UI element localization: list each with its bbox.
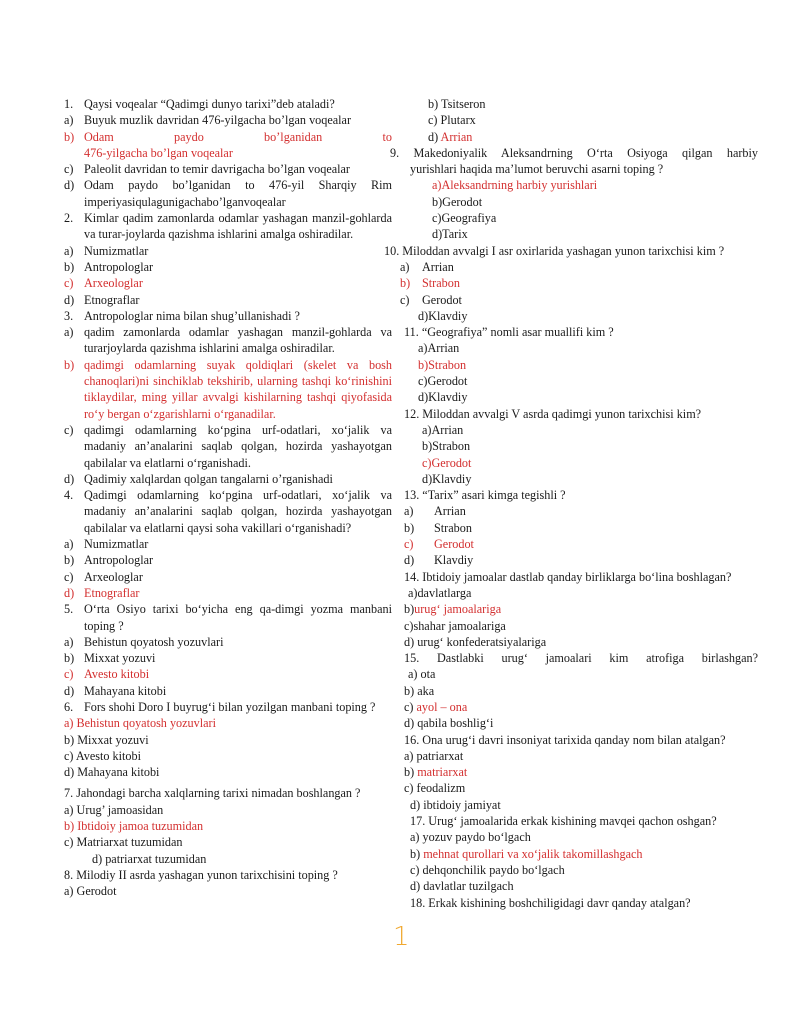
answer-option [64,112,392,128]
answer-option [64,634,392,650]
text-line: b)Gerodot [432,194,483,209]
question [64,601,392,634]
option-letter: a) [400,259,410,274]
question-text: Fors shohi Doro I buyrug‘i bilan yozilgan manbani toping ? [84,699,376,714]
text-line: a)davlatlarga [408,585,472,600]
option-text: Avesto kitobi [84,667,150,682]
text-line: 14. Ibtidoiy jamoalar dastlab qanday birliklarga bo‘lina boshlagan? [404,569,732,584]
answer-option [64,552,392,568]
option-text: Mixxat yozuvi [84,651,156,666]
text-line: 12. Miloddan avvalgi V asrda qadimgi yunon tarixchisi kim? [404,406,702,421]
answer-option [404,503,758,519]
option-text: qadimgi odamlarning suyak qoldiqlari (skelet va bosh chanoqlari)ni sinchiklab tekshirib, ularning tashqi ko‘rinishini tiklaydilar, ming yillar avvalgi kishilarning tashqi qiyofasida ro‘y bergan o‘zgarishlarni o‘rganadilar. [84,357,392,421]
page-number: 1 [393,922,410,952]
question [64,96,392,112]
option-letter: c) [64,276,74,291]
text-line: c)Gerodot [418,374,468,389]
option-text: Numizmatlar [84,537,149,552]
option-letter: a) [404,504,414,519]
option-text: Buyuk muzlik davridan 476-yilgacha bo’lgan voqealar [84,113,352,128]
text-line: c)Gerodot [422,455,472,470]
option-letter: b) [404,602,415,617]
text-line: 11. “Geografiya” nomli asar muallifi kim ? [404,325,614,340]
text-line [404,601,758,617]
option-text: Behistun qoyatosh yozuvlari [84,634,224,649]
option-text: Strabon [422,276,460,291]
option-text: ayol – ona [416,699,468,714]
text-line: 17. Urug‘ jamoalarida erkak kishining mavqei qachon oshgan? [410,814,717,829]
option-letter: a) [64,537,74,552]
text-line: a) Gerodot [64,884,117,899]
option-text: Odam paydo bo’lganidan to [84,129,392,144]
text-line: 7. Jahondagi barcha xalqlarning tarixi nimadan boshlangan ? [64,786,361,801]
option-text: Paleolit davridan to temir davrigacha bo’lgan voqealar [84,162,350,177]
question-number: 6. [64,699,74,714]
answer-option [404,536,758,552]
answer-option [64,585,392,601]
text-line: 8. Milodiy II asrda yashagan yunon tarixchisini toping ? [64,867,338,882]
option-letter: a) [64,113,74,128]
option-letter: b) [400,276,411,291]
question-number: 3. [64,308,74,323]
answer-option [404,552,758,568]
text-line [404,764,758,780]
text-line [404,699,758,715]
text-line: b) Mixxat yozuvi [64,732,149,747]
question [64,699,392,715]
option-letter: c) [64,667,74,682]
option-letter: c) [404,537,414,552]
option-text: Arrian [434,504,466,519]
option-letter: b) [404,520,415,535]
option-letter: d) [64,178,75,193]
right-column [384,96,758,911]
text-line: c) feodalizm [404,781,466,796]
text-line: c)Geografiya [432,211,497,226]
text-line: d)Klavdiy [422,471,472,486]
answer-option [64,259,392,275]
text-line: b) Tsitseron [428,97,486,111]
text-line: c)shahar jamoalariga [404,618,506,633]
answer-option [64,324,392,357]
option-letter: b) [404,765,418,780]
answer-option [64,422,392,471]
text-line: c) Plutarx [428,113,476,128]
text-line: d)Tarix [432,227,468,242]
text-line: 10. Miloddan avvalgi I asr oxirlarida yashagan yunon tarixchisi kim ? [384,243,725,258]
text-line: d) davlatlar tuzilgach [410,879,514,894]
text-line: b) Ibtidoiy jamoa tuzumidan [64,819,204,834]
option-letter: a) [64,325,74,340]
option-letter: b) [64,259,75,274]
question-text: Antropologlar nima bilan shug’ullanishadi ? [84,308,300,323]
option-letter: d) [428,129,441,144]
option-text: Antropologlar [84,259,154,274]
option-letter: d) [404,553,415,568]
option-letter: a) [64,634,74,649]
option-text: Numizmatlar [84,243,149,258]
text-line: d)Klavdiy [418,390,468,405]
option-letter: b) [64,357,75,372]
question-number: 2. [64,211,74,226]
option-letter: b) [64,651,75,666]
answer-option [64,243,392,259]
option-letter: d) [64,471,75,486]
text-line: a) ota [408,667,436,682]
option-letter: c) [64,569,74,584]
option-continuation: 476-yilgacha bo’lgan voqealar [84,145,233,160]
text-line: c) Matriarxat tuzumidan [64,835,183,850]
option-text: Odam paydo bo’lganidan to 476-yil Sharqiy Rim imperiyasiqulagunigachabo’lganvoqealar [84,178,392,209]
option-text: qadimgi odamlarning ko‘pgina urf-odatlari, xo‘jalik va madaniy an’analarini saqlab qolgan, hozirda yashayotgan qabilalar va elatlarni o‘rganishadi. [84,422,392,470]
option-text: Klavdiy [434,553,474,568]
answer-option [64,650,392,666]
option-letter: c) [400,292,410,307]
option-letter: c) [404,699,417,714]
answer-option [404,520,758,536]
answer-option [64,275,392,291]
answer-option [64,129,392,145]
option-letter: b) [64,553,75,568]
answer-option [64,357,392,422]
text-line: b)Strabon [422,439,471,454]
question-number: 4. [64,488,74,503]
option-letter: d) [64,683,75,698]
option-letter: d) [64,292,75,307]
option-text: Mahayana kitobi [84,683,167,698]
answer-option [64,569,392,585]
text-line: b)Strabon [418,357,467,372]
option-letter: d) [64,585,75,600]
answer-option [64,471,392,487]
option-text: urug‘ jamoalariga [414,602,502,617]
text-line [410,846,758,862]
text-line: d) patriarxat tuzumidan [92,851,207,866]
question [64,308,392,324]
question-text: Qadimgi odamlarning ko‘pgina urf-odatlari, xo‘jalik va madaniy an’analarini saqlab qolgan, hozirda yashayotgan qabilalar va elatlarni qaysi soha vakillari o‘rganishadi? [84,488,392,535]
option-text: Strabon [434,520,472,535]
option-text: Qadimiy xalqlardan qolgan tangalarni o’rganishadi [84,471,333,486]
answer-option [64,683,392,699]
text-line: 15. Dastlabki urug‘ jamoalari kim atrofiga birlashgan? [404,651,758,666]
question [64,210,392,243]
option-text: mehnat qurollari va xo‘jalik takomillashgach [423,846,643,861]
option-text: Gerodot [422,292,462,307]
text-line: a) yozuv paydo bo‘lgach [410,830,531,845]
question [64,487,392,536]
text-line: c) Avesto kitobi [64,748,141,763]
left-column [64,96,392,900]
option-text: Arxeologlar [84,569,143,584]
answer-option [64,536,392,552]
question-text: Kimlar qadim zamonlarda odamlar yashagan manzil-gohlarda va turar-joylarda qazishma ishlarini amalga oshiradilar. [84,211,392,242]
option-letter: a) [64,243,74,258]
answer-option [64,177,392,210]
text-line: 13. “Tarix” asari kimga tegishli ? [404,488,566,503]
text-line: a) Behistun qoyatosh yozuvlari [64,716,216,731]
text-line: 9. Makedoniyalik Aleksandrning O‘rta Osiyoga qilgan harbiy [390,145,758,160]
text-line: a) patriarxat [404,748,464,763]
text-line: d) ibtidoiy jamiyat [410,797,501,812]
text-line: yurishlari haqida ma’lumot beruvchi asarni toping ? [410,162,664,177]
option-text: Antropologlar [84,553,154,568]
answer-option [64,292,392,308]
text-line: d) qabila boshlig‘i [404,716,494,731]
option-text: Etnograflar [84,585,140,600]
text-line: 16. Ona urug‘i davri insoniyat tarixida qanday nom bilan atalgan? [404,732,726,747]
option-text: Arrian [422,259,454,274]
option-text: qadim zamonlarda odamlar yashagan manzil-gohlarda va turarjoylarda qazishma ishlarini amalga oshiradilar. [84,325,392,356]
answer-option [400,275,758,291]
option-text: Gerodot [434,537,474,552]
answer-option [400,292,758,308]
option-letter: b) [410,846,424,861]
question-text: Qaysi voqealar “Qadimgi dunyo tarixi”deb ataladi? [84,97,335,111]
text-line: b) aka [404,683,435,698]
option-text: Arxeologlar [84,276,143,291]
text-line: a)Arrian [422,422,464,437]
text-line: c) dehqonchilik paydo bo‘lgach [410,862,565,877]
text-line: d) Mahayana kitobi [64,765,160,780]
option-text: Arrian [440,129,473,144]
question-number: 5. [64,602,74,617]
question-text: O‘rta Osiyo tarixi bo‘yicha eng qa-dimgi yozma manbani toping ? [84,602,392,633]
text-line: d) urug‘ konfederatsiyalariga [404,634,547,649]
text-line: a)Aleksandrning harbiy yurishlari [432,178,598,193]
option-letter: c) [64,162,74,177]
option-text: matriarxat [417,765,468,780]
text-line: 18. Erkak kishining boshchiligidagi davr qanday atalgan? [410,895,691,910]
answer-option [400,259,758,275]
option-letter: c) [64,422,74,437]
question-number: 1. [64,97,74,111]
text-line [428,129,758,145]
text-line: a)Arrian [418,341,460,356]
answer-option [64,161,392,177]
text-line: d)Klavdiy [418,308,468,323]
option-letter: b) [64,129,75,144]
answer-option [64,666,392,682]
option-text: Etnograflar [84,292,140,307]
text-line: a) Urug’ jamoasidan [64,802,164,817]
